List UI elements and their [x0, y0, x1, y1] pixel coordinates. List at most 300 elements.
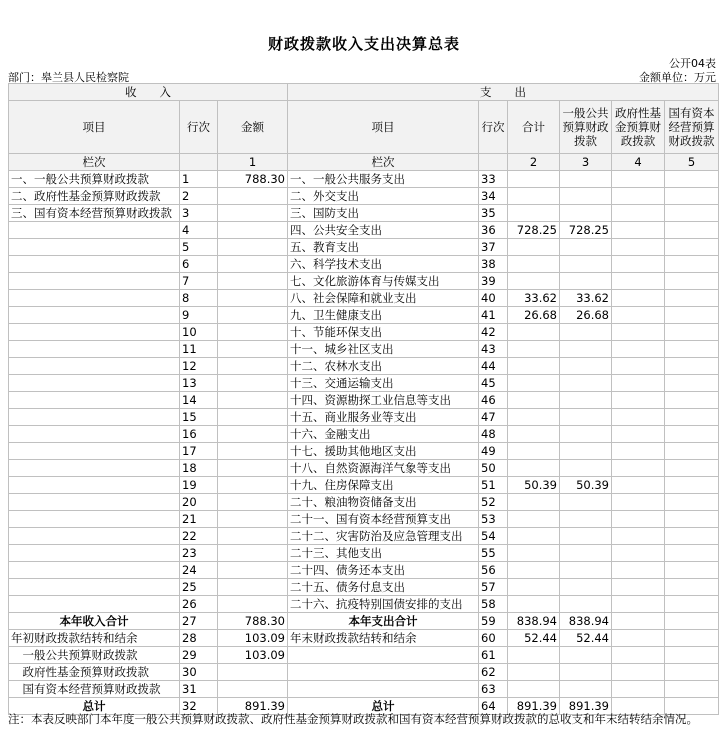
income-amount: [218, 681, 288, 698]
expense-total: [508, 205, 560, 222]
income-amount: [218, 358, 288, 375]
income-section-header: 收 入: [9, 84, 288, 101]
income-item: [9, 596, 180, 613]
expense-gov-fund: [612, 290, 665, 307]
income-amount: 891.39: [218, 698, 288, 715]
expense-row-no: 40: [479, 290, 508, 307]
expense-row-no: 45: [479, 375, 508, 392]
expense-state-capital: [665, 596, 719, 613]
expense-gov-fund: [612, 426, 665, 443]
expense-total: [508, 324, 560, 341]
expense-state-capital: [665, 443, 719, 460]
expense-state-capital: [665, 426, 719, 443]
income-row-no: 26: [180, 596, 218, 613]
page-title: 财政拨款收入支出决算总表: [267, 35, 460, 53]
table-row: [9, 443, 719, 460]
table-row: [9, 375, 719, 392]
table-row: [9, 630, 719, 647]
income-item: 三、国有资本经营预算财政拨款: [9, 205, 180, 222]
expense-gov-fund: [612, 460, 665, 477]
income-item: [9, 409, 180, 426]
expense-gov-fund: [612, 443, 665, 460]
expense-gov-fund: [612, 579, 665, 596]
expense-general: [560, 545, 612, 562]
expense-state-capital: [665, 545, 719, 562]
table-row: [9, 324, 719, 341]
unit-label: 金额单位：万元: [639, 71, 716, 84]
expense-item: 十三、交通运输支出: [288, 375, 479, 392]
table-row: [9, 409, 719, 426]
expense-total: 26.68: [508, 307, 560, 324]
income-item: 总计: [9, 698, 180, 715]
income-item: [9, 392, 180, 409]
expense-general: [560, 324, 612, 341]
income-amount: [218, 562, 288, 579]
expense-gov-fund: [612, 681, 665, 698]
income-row-no: 8: [180, 290, 218, 307]
expense-state-capital: [665, 579, 719, 596]
expense-total: [508, 426, 560, 443]
expense-row-no: 52: [479, 494, 508, 511]
expense-row-no: 58: [479, 596, 508, 613]
income-amount: [218, 239, 288, 256]
table-row: [9, 358, 719, 375]
expense-row-no: 43: [479, 341, 508, 358]
expense-general: [560, 375, 612, 392]
expense-general: 728.25: [560, 222, 612, 239]
expense-row-no: 38: [479, 256, 508, 273]
expense-row-no: 56: [479, 562, 508, 579]
expense-item: 十九、住房保障支出: [288, 477, 479, 494]
expense-general: [560, 358, 612, 375]
income-amount: [218, 426, 288, 443]
expense-total: [508, 681, 560, 698]
expense-gov-fund: [612, 205, 665, 222]
expense-state-capital: [665, 358, 719, 375]
income-row-no: 10: [180, 324, 218, 341]
expense-item: 六、科学技术支出: [288, 256, 479, 273]
income-item: [9, 426, 180, 443]
expense-row-no: 59: [479, 613, 508, 630]
expense-row-no: 63: [479, 681, 508, 698]
expense-total: [508, 392, 560, 409]
expense-item: 十八、自然资源海洋气象等支出: [288, 460, 479, 477]
income-row-no: 19: [180, 477, 218, 494]
expense-state-capital: [665, 205, 719, 222]
expense-gov-fund: [612, 341, 665, 358]
expense-total: 728.25: [508, 222, 560, 239]
expense-state-capital: [665, 341, 719, 358]
expense-total: [508, 647, 560, 664]
col-3: 3: [560, 154, 612, 171]
expense-state-capital: [665, 613, 719, 630]
expense-total: [508, 494, 560, 511]
table-row: [9, 426, 719, 443]
income-row-no: 7: [180, 273, 218, 290]
expense-total: [508, 256, 560, 273]
expense-item: 二十六、抗疫特别国债安排的支出: [288, 596, 479, 613]
col-2: 2: [508, 154, 560, 171]
expense-general: [560, 596, 612, 613]
income-item: 年初财政拨款结转和结余: [9, 630, 180, 647]
table-row: [9, 613, 719, 630]
col-label: 栏次: [9, 154, 180, 171]
income-row-no: 27: [180, 613, 218, 630]
table-row: [9, 256, 719, 273]
footnote: 注：本表反映部门本年度一般公共预算财政拨款、政府性基金预算财政拨款和国有资本经营预算财政拨款的总收支和年末结转结余情况。: [8, 712, 698, 726]
expense-total: [508, 358, 560, 375]
expense-row-no: 48: [479, 426, 508, 443]
income-amount: [218, 460, 288, 477]
expense-row-no: 42: [479, 324, 508, 341]
income-row-no: 9: [180, 307, 218, 324]
table-row: [9, 647, 719, 664]
gov-fund-header: 政府性基金预算财政拨款: [612, 101, 665, 154]
income-item: [9, 256, 180, 273]
expense-row-no: 62: [479, 664, 508, 681]
table-row: [9, 562, 719, 579]
income-row-no: 17: [180, 443, 218, 460]
income-amount: [218, 596, 288, 613]
expense-state-capital: [665, 290, 719, 307]
state-capital-header: 国有资本经营预算财政拨款: [665, 101, 719, 154]
income-row-no: 5: [180, 239, 218, 256]
income-row-no: 16: [180, 426, 218, 443]
general-budget-header: 一般公共预算财政拨款: [560, 101, 612, 154]
expense-item: 三、国防支出: [288, 205, 479, 222]
table-row: [9, 290, 719, 307]
expense-row-no: 44: [479, 358, 508, 375]
expense-total: [508, 562, 560, 579]
income-item: 本年收入合计: [9, 613, 180, 630]
expense-row-no: 46: [479, 392, 508, 409]
expense-total: [508, 579, 560, 596]
expense-row-no: 61: [479, 647, 508, 664]
income-amount: [218, 477, 288, 494]
expense-state-capital: [665, 188, 719, 205]
expense-total: 33.62: [508, 290, 560, 307]
expense-gov-fund: [612, 171, 665, 188]
expense-total: [508, 545, 560, 562]
income-row-no: 25: [180, 579, 218, 596]
expense-total: [508, 511, 560, 528]
expense-gov-fund: [612, 630, 665, 647]
col-4: 4: [612, 154, 665, 171]
income-item: [9, 239, 180, 256]
table-row: [9, 307, 719, 324]
expense-total: 50.39: [508, 477, 560, 494]
expense-state-capital: [665, 239, 719, 256]
income-item: [9, 511, 180, 528]
expense-row-no: 35: [479, 205, 508, 222]
expense-general: [560, 494, 612, 511]
expense-state-capital: [665, 664, 719, 681]
income-amount-header: 金额: [218, 101, 288, 154]
expense-general: [560, 205, 612, 222]
income-item: [9, 494, 180, 511]
expense-state-capital: [665, 222, 719, 239]
expense-general: [560, 392, 612, 409]
table-row: [9, 494, 719, 511]
income-item: 一、一般公共预算财政拨款: [9, 171, 180, 188]
expense-general: [560, 460, 612, 477]
expense-row-no: 49: [479, 443, 508, 460]
total-header: 合计: [508, 101, 560, 154]
expense-total: [508, 239, 560, 256]
expense-gov-fund: [612, 545, 665, 562]
income-amount: [218, 409, 288, 426]
expense-row-no: 64: [479, 698, 508, 715]
expense-gov-fund: [612, 562, 665, 579]
income-amount: [218, 664, 288, 681]
expense-total: [508, 443, 560, 460]
expense-total: [508, 171, 560, 188]
expense-general: [560, 443, 612, 460]
expense-item: 二十五、债务付息支出: [288, 579, 479, 596]
income-item: [9, 341, 180, 358]
income-row-no: 21: [180, 511, 218, 528]
expense-item: 十二、农林水支出: [288, 358, 479, 375]
expense-total: [508, 528, 560, 545]
income-row-no: 15: [180, 409, 218, 426]
expense-item: 二十三、其他支出: [288, 545, 479, 562]
expense-gov-fund: [612, 511, 665, 528]
income-row-no: 6: [180, 256, 218, 273]
expense-item: 十五、商业服务业等支出: [288, 409, 479, 426]
table-row: [9, 188, 719, 205]
expense-general: 838.94: [560, 613, 612, 630]
expense-item: 十四、资源勘探工业信息等支出: [288, 392, 479, 409]
expense-general: [560, 409, 612, 426]
expense-general: [560, 647, 612, 664]
income-row-no: 14: [180, 392, 218, 409]
expense-state-capital: [665, 477, 719, 494]
expense-gov-fund: [612, 647, 665, 664]
table-row: [9, 528, 719, 545]
income-item: [9, 477, 180, 494]
income-item: [9, 443, 180, 460]
expense-general: 891.39: [560, 698, 612, 715]
income-row-no: 4: [180, 222, 218, 239]
expense-row-no: 47: [479, 409, 508, 426]
expense-general: [560, 171, 612, 188]
income-amount: [218, 443, 288, 460]
income-row-no: 29: [180, 647, 218, 664]
expense-row-no: 41: [479, 307, 508, 324]
budget-table: [8, 83, 719, 715]
expense-total: 838.94: [508, 613, 560, 630]
expense-item: 二十四、债务还本支出: [288, 562, 479, 579]
income-amount: [218, 324, 288, 341]
expense-gov-fund: [612, 596, 665, 613]
expense-row-no: 57: [479, 579, 508, 596]
expense-total: 52.44: [508, 630, 560, 647]
expense-state-capital: [665, 647, 719, 664]
expense-gov-fund: [612, 375, 665, 392]
col-label: 栏次: [288, 154, 479, 171]
expense-total: [508, 409, 560, 426]
expense-item: 八、社会保障和就业支出: [288, 290, 479, 307]
expense-item: [288, 647, 479, 664]
expense-state-capital: [665, 528, 719, 545]
expense-general: [560, 528, 612, 545]
expense-item: 十六、金融支出: [288, 426, 479, 443]
expense-gov-fund: [612, 528, 665, 545]
expense-gov-fund: [612, 664, 665, 681]
income-item: [9, 579, 180, 596]
income-row-no: 24: [180, 562, 218, 579]
expense-state-capital: [665, 511, 719, 528]
income-item: [9, 273, 180, 290]
expense-item: 年末财政拨款结转和结余: [288, 630, 479, 647]
expense-total: [508, 273, 560, 290]
table-row: [9, 205, 719, 222]
income-row-no: 1: [180, 171, 218, 188]
form-number: 公开04表: [669, 57, 716, 70]
expense-item: [288, 681, 479, 698]
expense-item: 五、教育支出: [288, 239, 479, 256]
income-amount: [218, 579, 288, 596]
income-amount: [218, 392, 288, 409]
income-row-no: 11: [180, 341, 218, 358]
expense-state-capital: [665, 681, 719, 698]
income-row-no: 28: [180, 630, 218, 647]
expense-general: [560, 188, 612, 205]
expense-gov-fund: [612, 477, 665, 494]
expense-item: 二十、粮油物资储备支出: [288, 494, 479, 511]
income-item: 国有资本经营预算财政拨款: [9, 681, 180, 698]
expense-row-no-header: 行次: [479, 101, 508, 154]
expense-gov-fund: [612, 392, 665, 409]
income-item: [9, 460, 180, 477]
table-row: [9, 239, 719, 256]
income-item: [9, 324, 180, 341]
income-amount: [218, 256, 288, 273]
col-1: 1: [218, 154, 288, 171]
income-row-no: 18: [180, 460, 218, 477]
expense-row-no: 53: [479, 511, 508, 528]
expense-row-no: 37: [479, 239, 508, 256]
expense-section-header: 支 出: [288, 84, 719, 101]
income-item: [9, 562, 180, 579]
expense-general: [560, 562, 612, 579]
expense-state-capital: [665, 460, 719, 477]
expense-item: 二十一、国有资本经营预算支出: [288, 511, 479, 528]
expense-state-capital: [665, 409, 719, 426]
expense-general: 50.39: [560, 477, 612, 494]
expense-gov-fund: [612, 324, 665, 341]
expense-general: [560, 239, 612, 256]
expense-item: 十一、城乡社区支出: [288, 341, 479, 358]
expense-row-no: 34: [479, 188, 508, 205]
income-row-no: 23: [180, 545, 218, 562]
expense-row-no: 55: [479, 545, 508, 562]
table-row: [9, 392, 719, 409]
table-row: [9, 596, 719, 613]
expense-state-capital: [665, 630, 719, 647]
income-amount: [218, 222, 288, 239]
income-item: 一般公共预算财政拨款: [9, 647, 180, 664]
income-item: 政府性基金预算财政拨款: [9, 664, 180, 681]
expense-state-capital: [665, 307, 719, 324]
expense-total: [508, 188, 560, 205]
expense-row-no: 51: [479, 477, 508, 494]
income-amount: [218, 290, 288, 307]
expense-total: [508, 664, 560, 681]
income-item: [9, 358, 180, 375]
table-row: [9, 579, 719, 596]
income-row-no: 2: [180, 188, 218, 205]
expense-state-capital: [665, 375, 719, 392]
table-row: [9, 545, 719, 562]
table-row: [9, 273, 719, 290]
expense-gov-fund: [612, 613, 665, 630]
expense-total: 891.39: [508, 698, 560, 715]
expense-total: [508, 596, 560, 613]
expense-gov-fund: [612, 239, 665, 256]
col-5: 5: [665, 154, 719, 171]
expense-total: [508, 341, 560, 358]
expense-gov-fund: [612, 273, 665, 290]
table-row: [9, 171, 719, 188]
income-item: [9, 307, 180, 324]
expense-gov-fund: [612, 307, 665, 324]
expense-general: [560, 681, 612, 698]
income-item: [9, 545, 180, 562]
income-amount: [218, 494, 288, 511]
expense-state-capital: [665, 324, 719, 341]
expense-general: [560, 579, 612, 596]
expense-general: 26.68: [560, 307, 612, 324]
expense-item: 十七、援助其他地区支出: [288, 443, 479, 460]
table-row: [9, 664, 719, 681]
table-row: [9, 460, 719, 477]
expense-general: [560, 273, 612, 290]
expense-row-no: 33: [479, 171, 508, 188]
expense-state-capital: [665, 494, 719, 511]
income-item: [9, 375, 180, 392]
income-item-header: 项目: [9, 101, 180, 154]
expense-item: 一、一般公共服务支出: [288, 171, 479, 188]
expense-item: 本年支出合计: [288, 613, 479, 630]
expense-state-capital: [665, 562, 719, 579]
expense-item: [288, 664, 479, 681]
income-item: [9, 222, 180, 239]
income-amount: [218, 545, 288, 562]
income-amount: [218, 375, 288, 392]
expense-row-no: 39: [479, 273, 508, 290]
expense-state-capital: [665, 256, 719, 273]
expense-general: [560, 256, 612, 273]
income-item: [9, 290, 180, 307]
expense-row-no: 36: [479, 222, 508, 239]
income-amount: 103.09: [218, 647, 288, 664]
income-row-no: 31: [180, 681, 218, 698]
table-row: [9, 341, 719, 358]
expense-state-capital: [665, 392, 719, 409]
income-amount: [218, 273, 288, 290]
income-row-no: 30: [180, 664, 218, 681]
table-row: [9, 477, 719, 494]
income-amount: [218, 307, 288, 324]
income-row-no: 12: [180, 358, 218, 375]
income-item: 二、政府性基金预算财政拨款: [9, 188, 180, 205]
expense-state-capital: [665, 273, 719, 290]
expense-item: 十、节能环保支出: [288, 324, 479, 341]
expense-row-no: 54: [479, 528, 508, 545]
expense-total: [508, 460, 560, 477]
expense-item: 四、公共安全支出: [288, 222, 479, 239]
